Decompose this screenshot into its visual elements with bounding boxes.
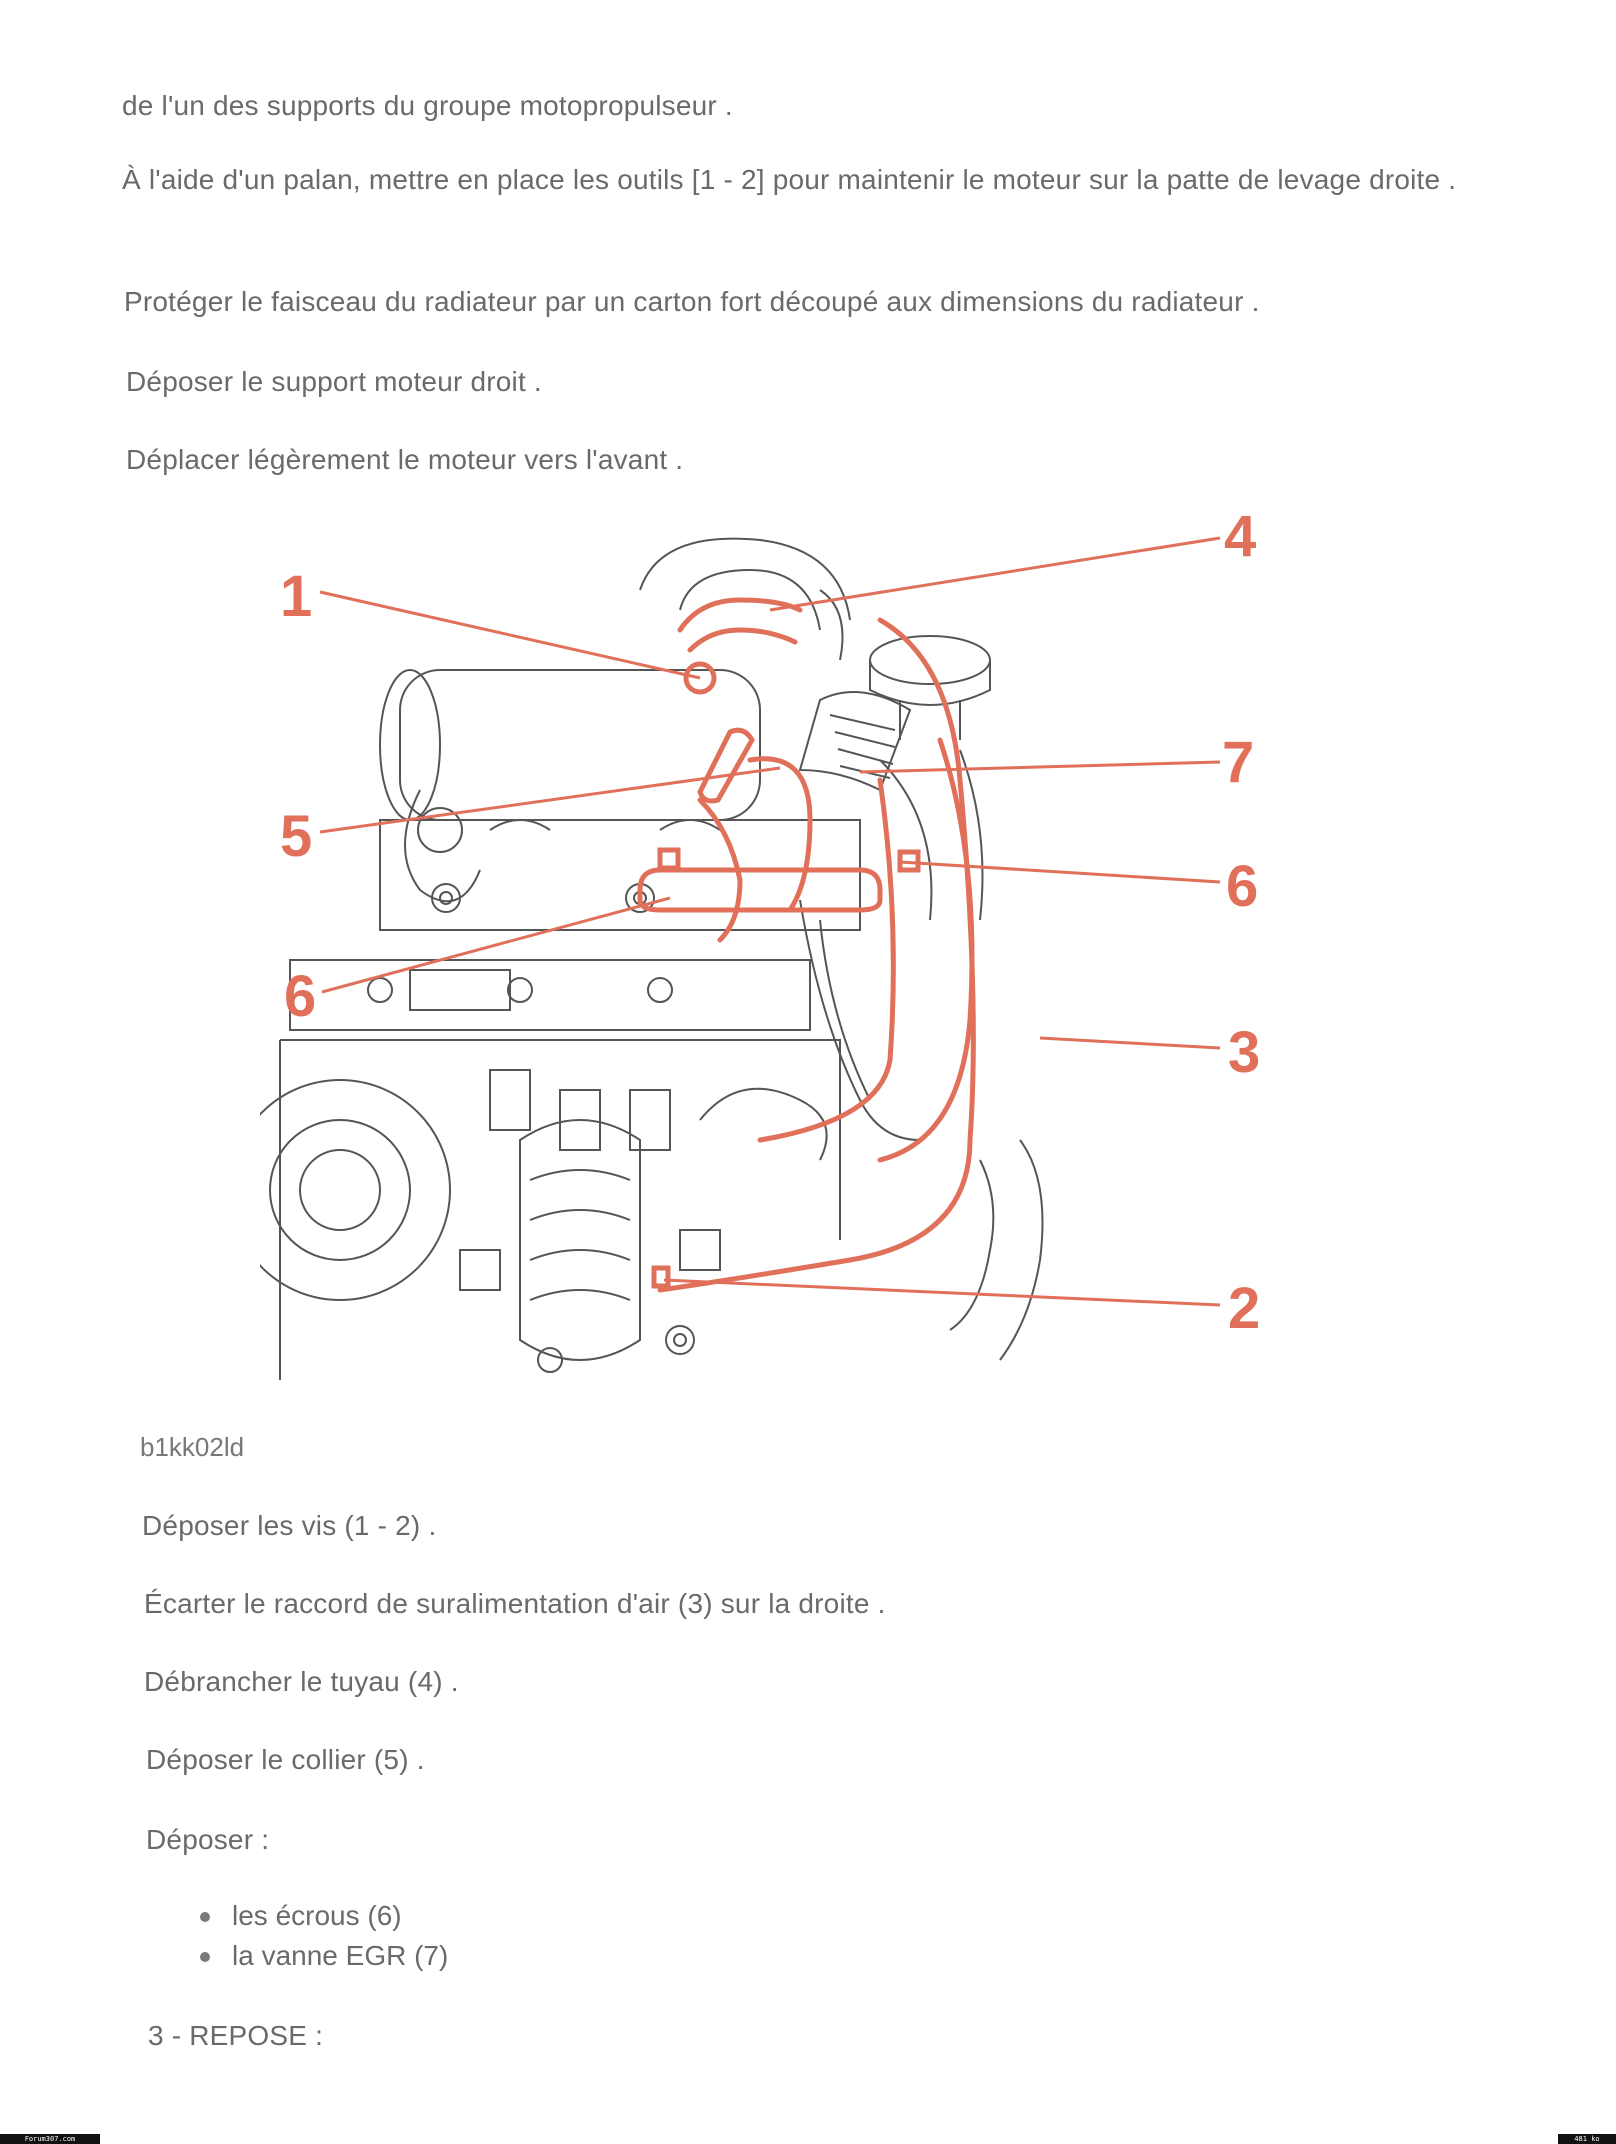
step-disconnect-pipe: Débrancher le tuyau (4) .	[144, 1666, 459, 1697]
label-6-left: 6	[284, 964, 317, 1029]
label-7: 7	[1222, 730, 1255, 795]
highlighted-parts	[640, 600, 973, 1290]
step-remove-collar: Déposer le collier (5) .	[146, 1744, 425, 1775]
step-remove-screws: Déposer les vis (1 - 2) .	[142, 1510, 437, 1541]
step-remove-list-intro: Déposer :	[146, 1824, 270, 1855]
label-5: 5	[280, 804, 313, 869]
footer-site-label: Forum307.com	[0, 2134, 100, 2144]
bullet-icon	[200, 1912, 210, 1922]
label-1: 1	[280, 564, 313, 629]
section-heading-repose: 3 - REPOSE :	[148, 2020, 324, 2051]
footer-size-label: 481 ko	[1558, 2134, 1616, 2144]
list-item-label: la vanne EGR (7)	[232, 1940, 449, 1971]
label-6-right: 6	[1226, 854, 1259, 919]
paragraph-move-engine: Déplacer légèrement le moteur vers l'avant .	[126, 444, 684, 475]
list-item	[200, 1896, 448, 1936]
leader-lines	[320, 538, 1220, 1305]
paragraph-hoist-tools: À l'aide d'un palan, mettre en place les outils [1 - 2] pour maintenir le moteur sur la patte de levage droite .	[122, 164, 1457, 195]
paragraph-engine-support: de l'un des supports du groupe motopropulseur .	[122, 90, 733, 121]
engine-diagram	[260, 500, 1340, 1380]
step-move-charge-air-pipe: Écarter le raccord de suralimentation d'air (3) sur la droite .	[144, 1588, 886, 1619]
paragraph-protect-radiator: Protéger le faisceau du radiateur par un carton fort découpé aux dimensions du radiateur .	[124, 286, 1260, 317]
figure-caption: b1kk02ld	[140, 1432, 245, 1462]
bullet-icon	[200, 1952, 210, 1962]
paragraph-remove-engine-support: Déposer le support moteur droit .	[126, 366, 542, 397]
label-4: 4	[1224, 504, 1257, 569]
label-3: 3	[1228, 1020, 1261, 1085]
list-item	[200, 1936, 448, 1976]
label-2: 2	[1228, 1276, 1261, 1341]
removal-list	[200, 1896, 448, 1976]
list-item-label: les écrous (6)	[232, 1900, 402, 1931]
